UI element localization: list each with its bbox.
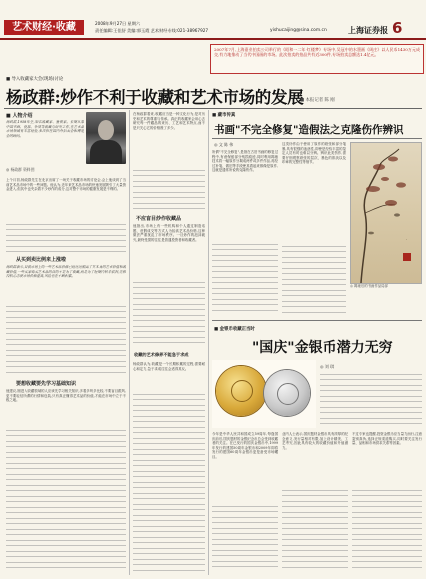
date-line: 2008年9月27日 星期六	[95, 21, 141, 26]
coin-section-rule	[212, 320, 422, 321]
gold-coin	[216, 366, 266, 416]
painting-artwork	[351, 143, 421, 283]
middle-body-2-lines	[133, 280, 205, 348]
top-notice-text: 2007年7月,上海嘉业拍卖公司举行的《昭和一二年·红楼梦》专场中,吴冠中的水墨画《周庄》以人民币1430万元成交,有力地推动了当代中国画的市场。此次拍卖的拍品共有近300件,专场拍卖总额达1.4亿元。	[214, 47, 420, 57]
silver-coin	[264, 370, 310, 416]
coin-body-2: 业内人士表示,国庆题材金银币具有浓厚的纪念意义,发行量相对有限,加上设计精美、工艺考究,因此具有较大的收藏价值和升值潜力。	[282, 432, 348, 450]
right-body-2: 这类伪作由于使用了原作的纸张和部分笔墨,具有很强的迷惑性,即使是经验丰富的鉴定人员有时也难以分辨。辨识此类伤作,需要仔细观察纸张的层次、墨色的浓淡以及印章的完整性等细节。	[282, 142, 346, 164]
middle-body-1-lines	[133, 168, 205, 212]
coin-photo	[212, 360, 316, 428]
portrait-face	[98, 120, 114, 140]
editor-line: 责任编辑:王佳舒 美编:郭玉霞 艺术财经专线:021-38967927	[95, 28, 209, 33]
right-kicker: ■ 藏市传真	[212, 113, 236, 118]
painting-caption: ◎ 揭裱后的书画作品局部	[350, 284, 388, 288]
right-body-1-lines	[212, 242, 278, 314]
top-notice	[210, 44, 424, 74]
middle-subhead-1: 不应盲目炒作收藏品	[136, 216, 182, 222]
email-address: yishucaijing@sina.com.cn	[270, 28, 327, 33]
headline-rule	[4, 108, 422, 109]
profile-label: ■ 人物介绍	[6, 113, 33, 119]
headline-kicker: ■ 导入收藏家大会(现场)讨论	[6, 77, 64, 82]
left-subhead-2: 要想收藏要先学习基础知识	[16, 381, 77, 387]
profile-text: 杨政群,1958年生,知名收藏家、鉴赏家。长期从事中国书画、瓷器、杂项等收藏与研究工作,在艺术品市场领域有丰富经验,多次担任国内外拍卖会和博览会的顾问。	[6, 120, 84, 138]
portrait-body	[90, 140, 122, 164]
svg-text:·: ·	[404, 239, 410, 241]
right-author: ◎ 文 陈 伟	[214, 142, 234, 147]
coin-body-3-lines-top	[320, 372, 422, 428]
header-rule	[0, 38, 426, 40]
page-number: 6	[392, 19, 403, 37]
right-headline-rule	[212, 138, 422, 139]
coin-kicker: ■ 金银币收藏正当时	[214, 327, 255, 332]
middle-body-3-lines	[133, 392, 205, 572]
silver-coin-emblem	[277, 383, 299, 405]
painting-image	[350, 142, 422, 284]
middle-body-2: 他指出,市场上有一些机构和个人通过制造话题、虚假成交等方式人为抬高艺术品价格,这种做法严重扰乱了市场秩序。一旦炒作的泡沫破灭,最终受损的往往是普通投资者和收藏者。	[133, 224, 205, 242]
left-body-1: 上个月初,杨政群先生在北京出席了一场关于收藏市场的讨论会,会上他谈到了当前艺术品市场中的一些问题。他认为,近年来艺术品市场的快速发展吸引了大量资金进入,但其中也夹杂着不少炒作的成分,这对整个市场的健康发展是不利的。	[6, 178, 126, 191]
middle-subhead-2: 收藏的艺术修养不能急于求成	[134, 352, 189, 357]
left-body-1-lines	[6, 222, 126, 252]
section-name: 艺术财经·收藏	[4, 20, 84, 35]
left-body-2-lines	[6, 304, 126, 376]
middle-body-1: 在杨政群看来,收藏应当是一种文化行为,是对历史和艺术的尊重与传承。真正的收藏家会用心去研究每一件藏品的来历、工艺和艺术特点,而不是只关心它的价格涨了多少。	[133, 112, 205, 130]
photo-caption: ◎ 杨政群 资料图	[6, 167, 35, 172]
left-body-3-lines	[6, 428, 126, 572]
right-headline: 书画"不完全修复"造假法之克隆伤作辨识	[214, 124, 404, 136]
headline-byline: ■ 本报记者 陈 刚	[300, 98, 335, 103]
paper-name: 上海证券报	[348, 25, 388, 35]
masthead	[0, 0, 426, 44]
right-body-2-lines	[282, 244, 346, 314]
main-headline: 杨政群:炒作不利于收藏和艺术市场的发展	[6, 88, 304, 107]
right-body-1: 所谓"不完全修复",是指在古旧书画的修复过程中,有意保留部分残损痕迹,同时利用揭裱技术将一幅原作分揭成两件或多件作品,再经过补笔、做旧等手段使其看起来都像是原作,这就是通常所说的克隆伤作。	[212, 150, 278, 172]
column-divider-1	[129, 110, 130, 575]
gold-coin-emblem	[231, 380, 253, 402]
coin-author: ◎ 刘 琪	[320, 364, 335, 369]
left-body-2: 杨政群表示,目前市场上的一些艺术品价格已经远远脱离了其本身的艺术价值和收藏价值,一些买家购买艺术品的目的不是为了收藏,而是为了短期内转手获利,这种投机心态使市场价格虚高,风险也在不断积累。	[6, 265, 126, 278]
coin-body-2-lines	[282, 488, 348, 572]
portrait-photo	[86, 112, 126, 164]
middle-body-3: 杨政群认为,收藏是一个长期积累的过程,需要耐心和定力,急于求成往往会适得其反。	[133, 362, 205, 371]
coin-body-1-lines	[212, 504, 278, 572]
left-body-3: 他建议,刚进入收藏领域的人应该先学习相关知识,多看多听多比较,不要盲目跟风,更不要轻信所谓的行情和包装,只有真正懂得艺术品的价值,才能在市场中立于不败之地。	[6, 389, 126, 402]
left-subhead-1: 从买到卖比例来上涨啦	[16, 257, 67, 263]
coin-headline: "国庆"金银币潜力无穷	[252, 340, 393, 356]
coin-body-3: 不过专家也提醒,投资金银币应当量力而行,注意鉴别真伪,选择正规渠道购买,同时要关注发行量、品相和市场供求关系等因素。	[352, 432, 422, 445]
coin-body-1: 今年是中华人民共和国成立59周年,每逢国庆前后,国庆题材的金银纪念币总会受到收藏者的关注。在已发行的国庆金银币中,1999年发行的建国50周年金银币和2009年即将发行的建国60周年金银币更是备受市场瞩目。	[212, 432, 278, 459]
column-divider-2	[208, 110, 209, 575]
coin-body-3-lines	[352, 488, 422, 572]
